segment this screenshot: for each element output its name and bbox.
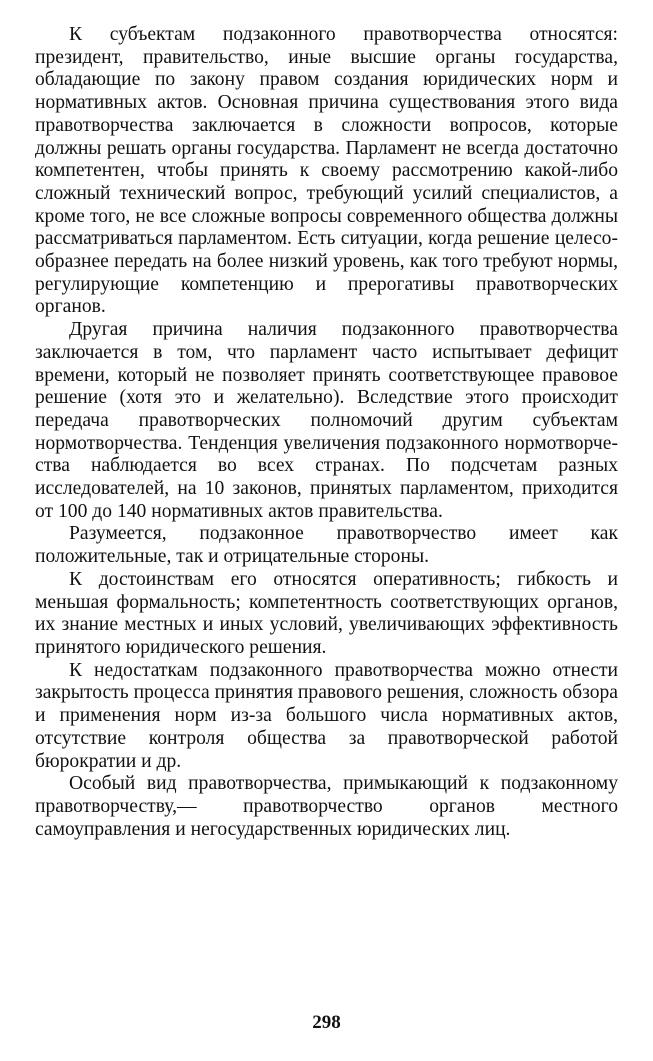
- body-text: [35, 24, 618, 841]
- page-number: 298: [312, 1012, 341, 1033]
- paragraph-subjects: К субъектам подзаконного правотворчества относятся: президент, правительство, иные высшие органы государства, обладающие по закону правом создания юридических норм и нормативных актов. Основная причина существования этого вида правотворчества заключается в сложности вопросов, которые должны решать органы государства. Парламент не всегда достаточно компетентен, чтобы принять к своему рассмотрению какой-либо сложный технический вопрос, требующий усилий специалистов, а кроме того, не все сложные вопросы современного общества должны рассматриваться парламентом. Есть ситуации, когда решение целесообразнее передать на более низкий уровень, как того требуют нормы, регулирующие компетенцию и прерогативы правотворческих органов.: [35, 24, 618, 318]
- paragraph-disadvantages: К недостаткам подзаконного правотворчества можно отнести закрытость процесса принятия правового решения, сложность обзора и применения норм из-за большого числа нормативных актов, отсутствие контроля общества за правотворческой работой бюрократии и др.: [35, 659, 618, 772]
- paragraph-advantages: К достоинствам его относятся оперативность; гибкость и меньшая формальность; компетентность соответствующих органов, их знание местных и иных условий, увеличивающих эффективность принятого юридического решения.: [35, 568, 618, 658]
- paragraph-pros-cons: Разумеется, подзаконное правотворчество имеет как положительные, так и отрицательные стороны.: [35, 523, 618, 568]
- paragraph-special-kind: Особый вид правотворчества, примыкающий к подзаконному правотворчеству,— правотворчество органов местного самоуправления и негосударственных юридических лиц.: [35, 773, 618, 840]
- paragraph-time-deficit: Другая причина наличия подзаконного правотворчества заключается в том, что парламент часто испытывает дефицит времени, который не позволяет принять соответствующее правовое решение (хотя это и желательно). Вследствие этого происходит передача правотворческих полномочий другим субъектам нормотворчества. Тенденция увеличения подзаконного нормотворчества наблюдается во всех странах. По подсчетам разных исследователей, на 10 законов, принятых парламентом, приходится от 100 до 140 нормативных актов правительства.: [35, 319, 618, 522]
